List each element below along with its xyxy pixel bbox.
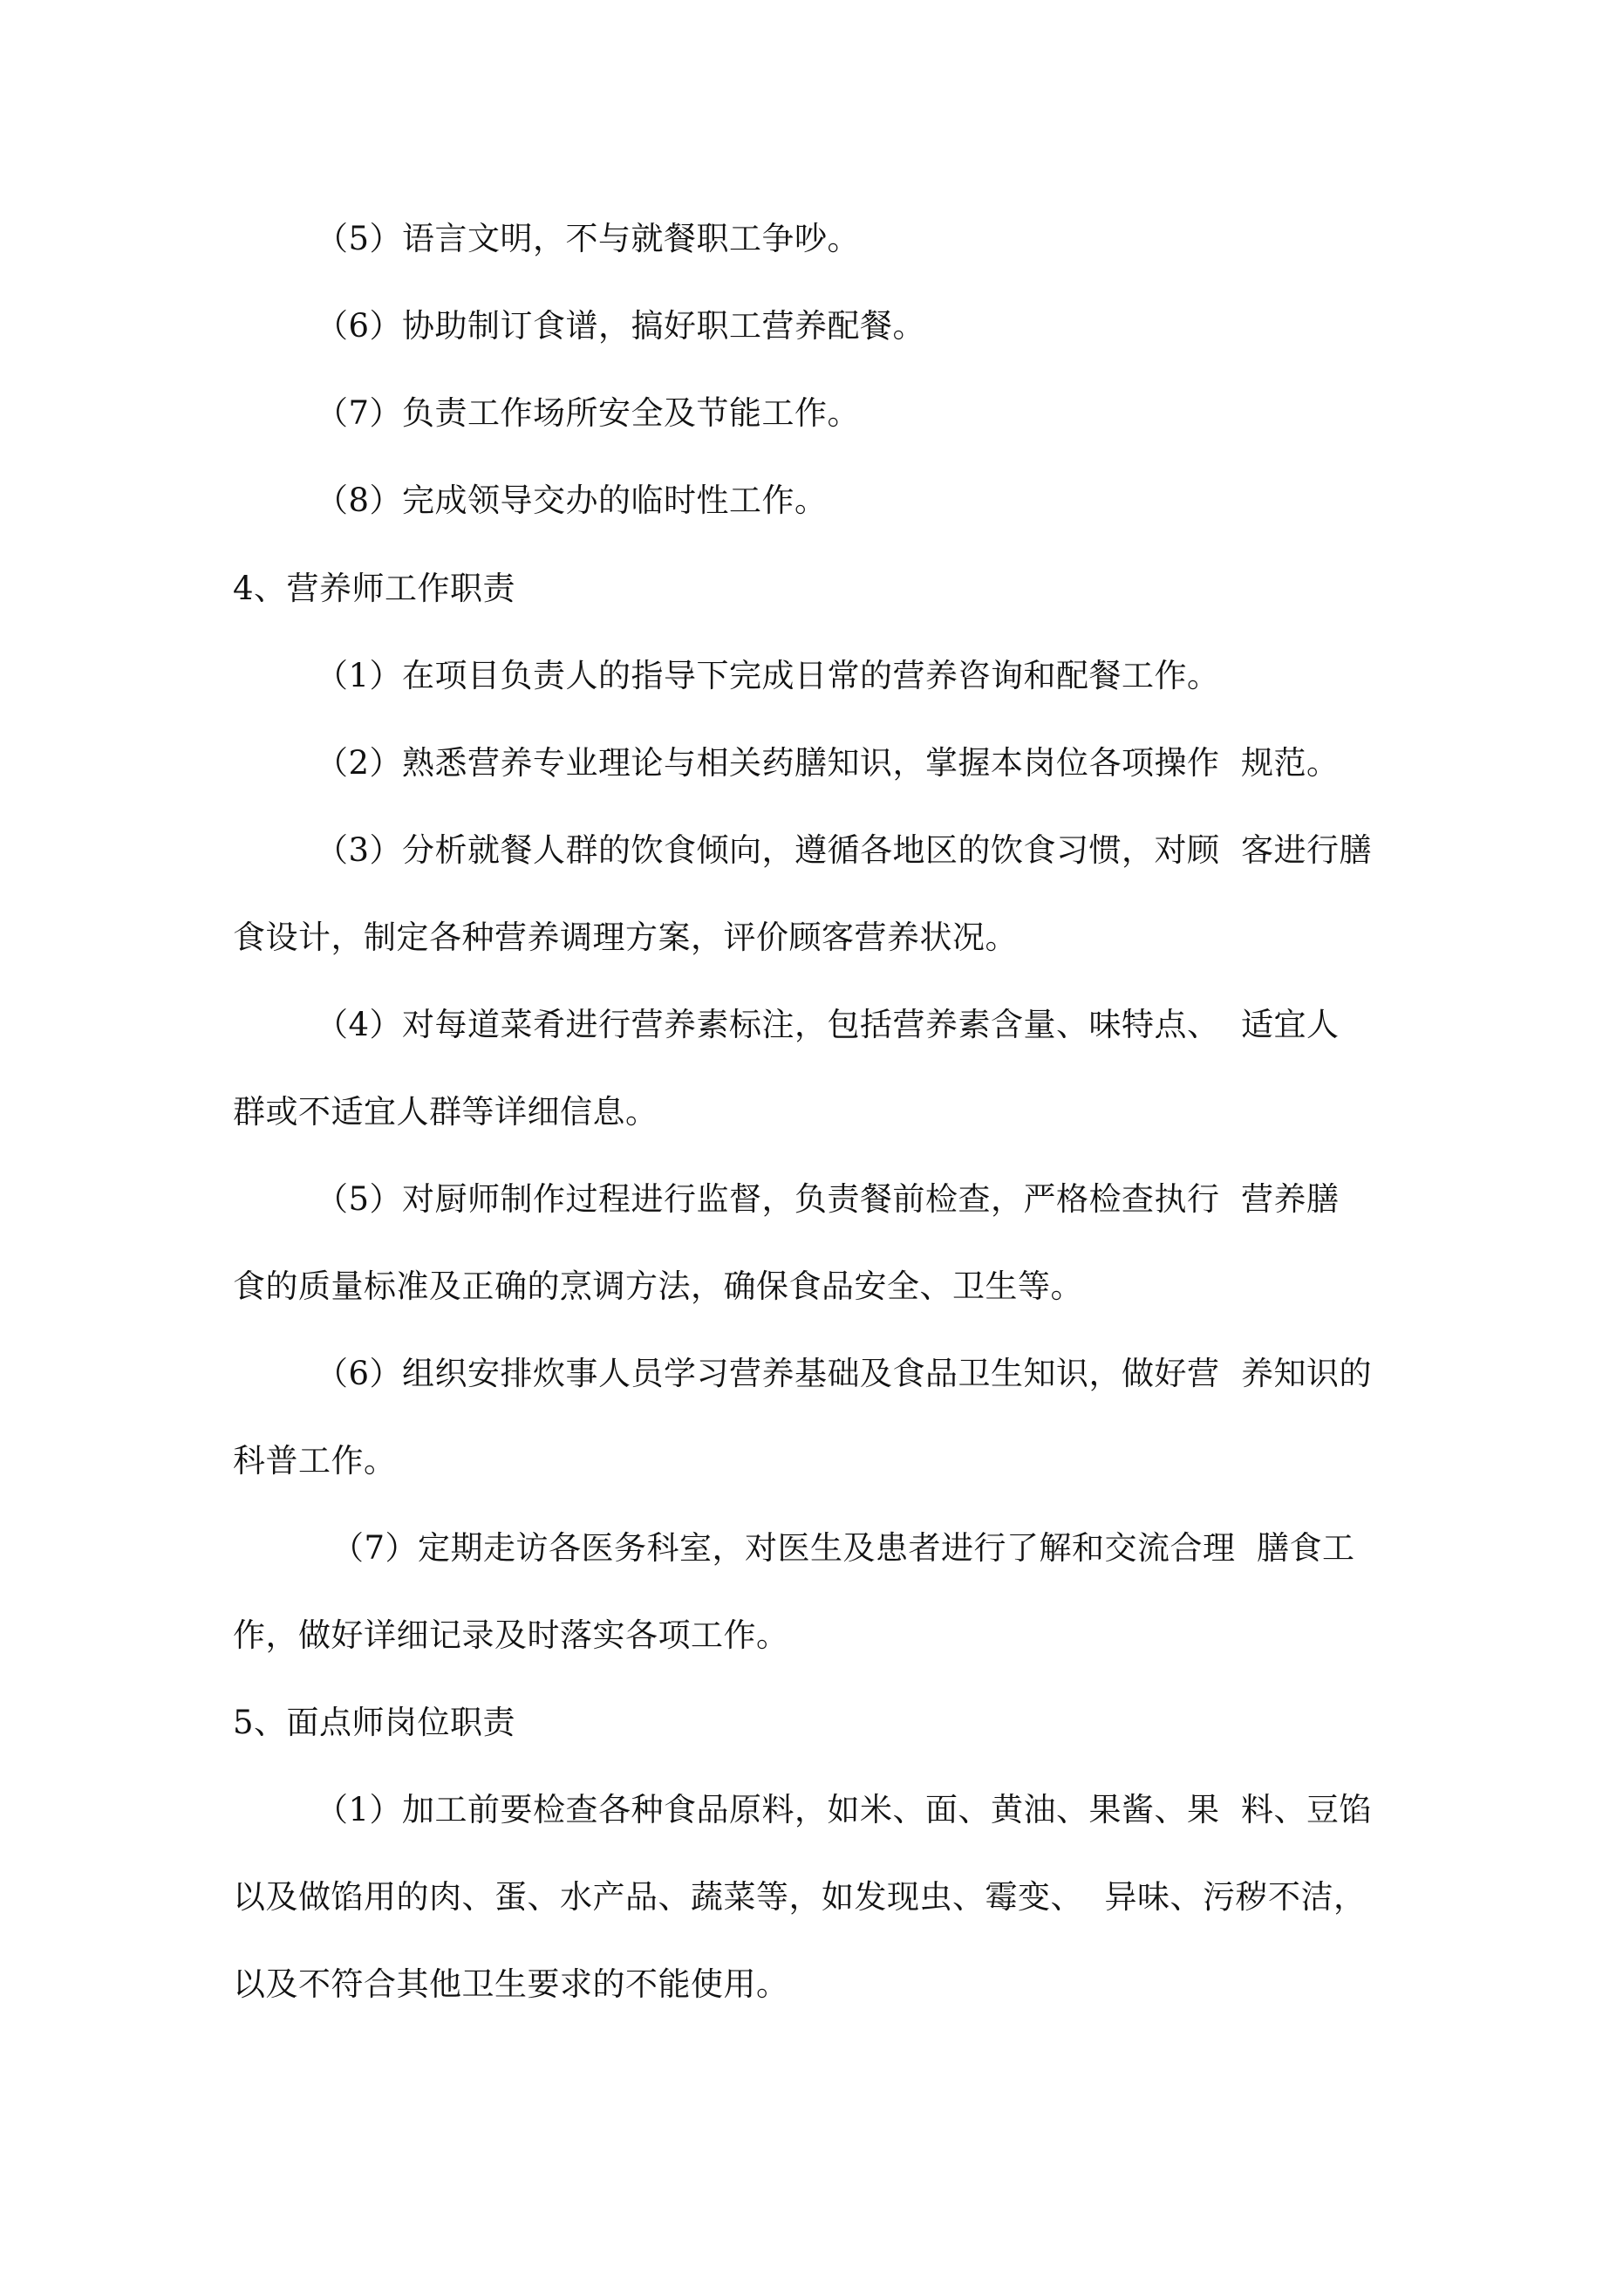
text-line-n3a: （3）分析就餐人群的饮食倾向，遵循各地区的饮食习惯，对顾 客进行膳 xyxy=(316,831,1373,869)
text-line-n5b: 食的质量标准及正确的烹调方法，确保食品安全、卫生等。 xyxy=(233,1268,1083,1305)
text-line-n7a: （7）定期走访各医务科室，对医生及患者进行了解和交流合理 膳食工 xyxy=(331,1529,1355,1567)
text-line-item5-language: （5）语言文明，不与就餐职工争吵。 xyxy=(316,220,861,257)
text-line-n2: （2）熟悉营养专业理论与相关药膳知识，掌握本岗位各项操作 规范。 xyxy=(316,744,1340,782)
text-line-p1b: 以及做馅用的肉、蛋、水产品、蔬菜等，如发现虫、霉变、 异味、污秽不洁， xyxy=(233,1878,1367,1916)
text-line-n5a: （5）对厨师制作过程进行监督，负责餐前检查，严格检查执行 营养膳 xyxy=(316,1180,1340,1218)
text-line-p1a: （1）加工前要检查各种食品原料，如米、面、黄油、果酱、果 料、豆馅 xyxy=(316,1791,1373,1828)
text-line-n6a: （6）组织安排炊事人员学习营养基础及食品卫生知识，做好营 养知识的 xyxy=(316,1355,1373,1392)
text-line-n1: （1）在项目负责人的指导下完成日常的营养咨询和配餐工作。 xyxy=(316,657,1220,694)
text-line-item8-temporary: （8）完成领导交办的临时性工作。 xyxy=(316,482,828,519)
text-line-n7b: 作，做好详细记录及时落实各项工作。 xyxy=(233,1616,789,1654)
text-line-n4b: 群或不适宜人群等详细信息。 xyxy=(233,1093,658,1131)
text-line-item7-safety: （7）负责工作场所安全及节能工作。 xyxy=(316,394,861,432)
text-line-item6-menu: （6）协助制订食谱，搞好职工营养配餐。 xyxy=(316,307,926,345)
text-line-p1c: 以及不符合其他卫生要求的不能使用。 xyxy=(233,1965,789,2003)
text-line-n3b: 食设计，制定各种营养调理方案，评价顾客营养状况。 xyxy=(233,919,1018,956)
text-line-n6b: 科普工作。 xyxy=(233,1442,397,1479)
text-line-n4a: （4）对每道菜肴进行营养素标注，包括营养素含量、味特点、 适宜人 xyxy=(316,1006,1340,1043)
section-heading-nutritionist: 4、营养师工作职责 xyxy=(233,570,516,607)
section-heading-pastry-chef: 5、面点师岗位职责 xyxy=(233,1704,516,1741)
